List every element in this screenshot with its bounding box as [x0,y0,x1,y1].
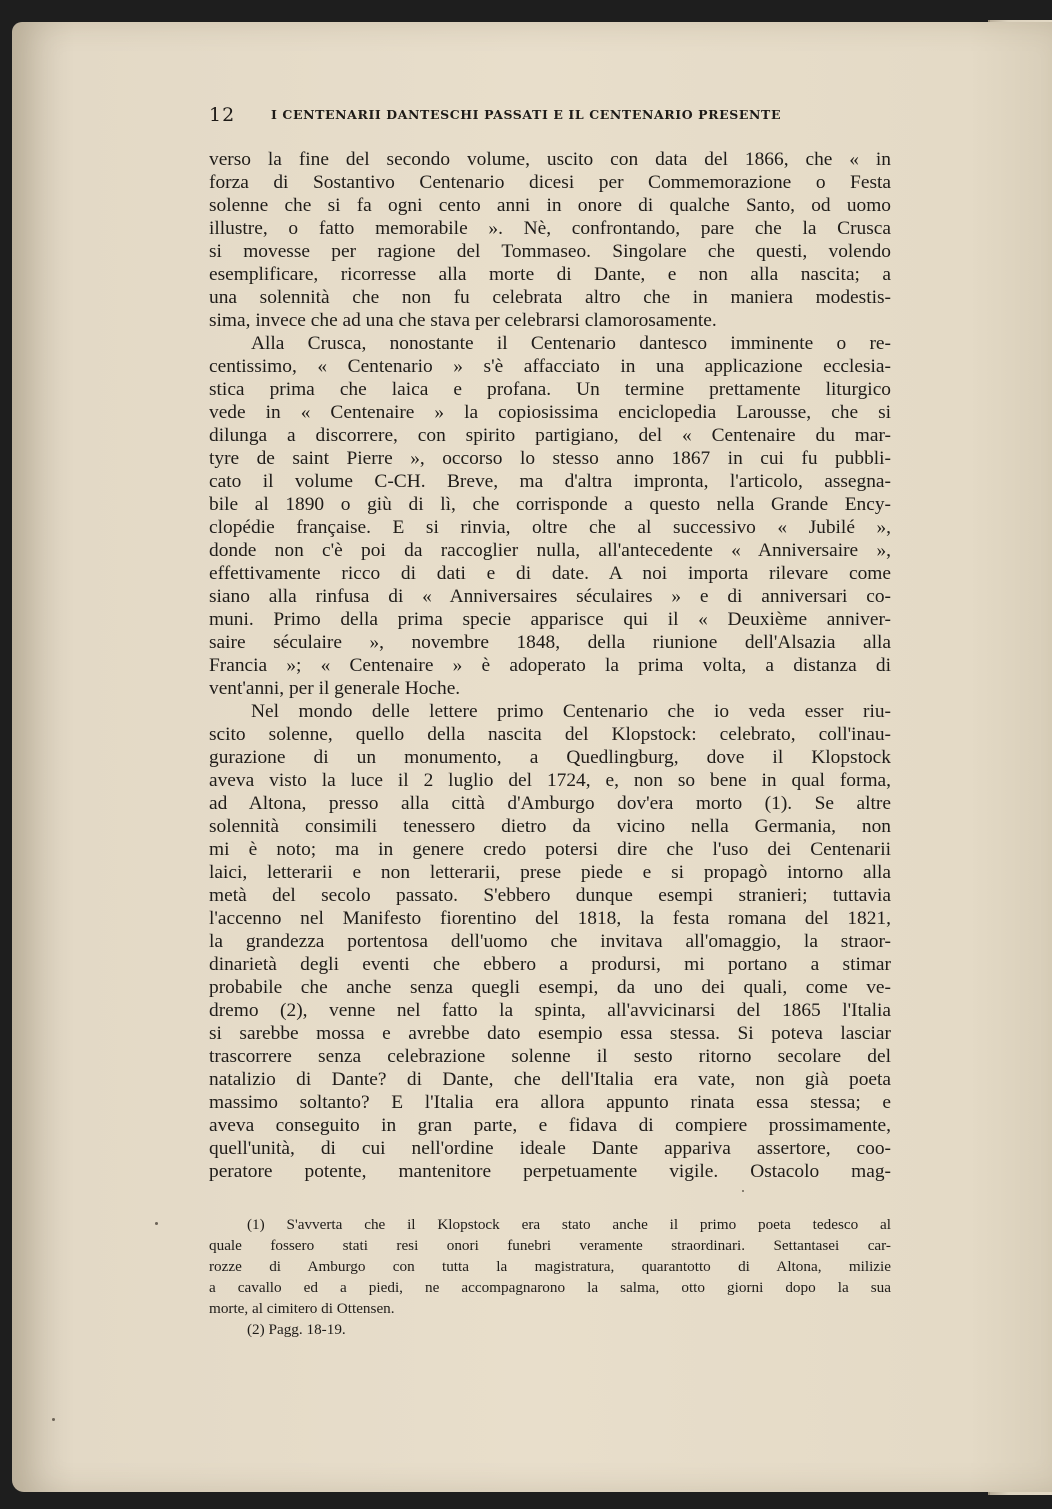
text-line: Francia »; « Centenaire » è adoperato la prima volta, a distanza di [209,655,891,676]
text-line: quell'unità, di cui nell'ordine ideale Dante appariva assertore, coo- [209,1138,891,1159]
text-line: peratore potente, mantenitore perpetuamente vigile. Ostacolo mag- [209,1161,891,1182]
text-line: stica prima che laica e profana. Un termine prettamente liturgico [209,379,891,400]
text-line: donde non c'è poi da raccoglier nulla, all'antecedente « Anniversaire », [209,540,891,561]
text-line: Nel mondo delle lettere primo Centenario che io veda esser riu- [251,701,891,722]
text-line: natalizio di Dante? di Dante, che dell'Italia era vate, non già poeta [209,1069,891,1090]
text-line: laici, letterarii e non letterarii, prese piede e si propagò intorno alla [209,862,891,883]
text-line: verso la fine del secondo volume, uscito con data del 1866, che « in [209,149,891,170]
text-line: vent'anni, per il generale Hoche. [209,678,461,699]
body-text [209,148,891,1183]
text-line: esemplificare, ricorresse alla morte di Dante, e non alla nascita; a [209,264,891,285]
text-line: Alla Crusca, nonostante il Centenario dantesco imminente o re- [251,333,891,354]
text-line: una solennità che non fu celebrata altro che in maniera modestis- [209,287,891,308]
text-line: bile al 1890 o giù di lì, che corrisponde a questo nella Grande Ency- [209,494,891,515]
text-line: solennità consimili tenessero dietro da vicino nella Germania, non [209,816,891,837]
text-line: si movesse per ragione del Tommaseo. Singolare che questi, volendo [209,241,891,262]
text-line: trascorrere senza celebrazione solenne il sesto ritorno secolare del [209,1046,891,1067]
footnote-line: (1) S'avverta che il Klopstock era stato anche il primo poeta tedesco al [247,1216,891,1233]
text-line: l'accenno nel Manifesto fiorentino del 1818, la festa romana del 1821, [209,908,891,929]
text-line: dilunga a discorrere, con spirito partigiano, del « Centenaire du mar- [209,425,891,446]
text-line: aveva conseguito in gran parte, e fidava di compiere prossimamente, [209,1115,891,1136]
footnote-line: (2) Pagg. 18-19. [247,1321,346,1338]
text-line: sima, invece che ad una che stava per celebrarsi clamorosamente. [209,310,717,331]
text-line: probabile che anche senza quegli esempi, da uno dei quali, come ve- [209,977,891,998]
text-line: solenne che si fa ogni cento anni in onore di qualche Santo, od uomo [209,195,891,216]
paper-speck [155,1222,158,1225]
text-line: si sarebbe mossa e avrebbe dato esempio essa stessa. Si poteva lasciar [209,1023,891,1044]
text-line: dremo (2), venne nel fatto la spinta, all'avvicinarsi del 1865 l'Italia [209,1000,891,1021]
footnote-line: rozze di Amburgo con tutta la magistratura, quarantotto di Altona, milizie [209,1258,891,1275]
text-line: tyre de saint Pierre », occorso lo stesso anno 1867 in cui fu pubbli- [209,448,891,469]
text-line: clopédie française. E si rinvia, oltre che al successivo « Jubilé », [209,517,891,538]
text-line: gurazione di un monumento, a Quedlingburg, dove il Klopstock [209,747,891,768]
text-line: effettivamente ricco di dati e di date. A noi importa rilevare come [209,563,891,584]
footnote-line: morte, al cimitero di Ottensen. [209,1300,395,1317]
text-line: centissimo, « Centenario » s'è affacciato in una applicazione ecclesia- [209,356,891,377]
text-line: massimo soltanto? E l'Italia era allora appunto rinata essa stessa; e [209,1092,891,1113]
page-header [209,104,891,126]
text-line: forza di Sostantivo Centenario dicesi per Commemorazione o Festa [209,172,891,193]
paper-speck [742,1190,744,1192]
text-line: cato il volume C-CH. Breve, ma d'altra impronta, l'articolo, assegna- [209,471,891,492]
footnotes [209,1214,891,1340]
paper-speck [52,1418,55,1421]
page-number: 12 [209,104,236,126]
text-line: illustre, o fatto memorabile ». Nè, confrontando, pare che la Crusca [209,218,891,239]
text-line: mi è noto; ma in genere credo potersi dire che l'uso dei Centenarii [209,839,891,860]
text-line: siano alla rinfusa di « Anniversaires séculaires » e di anniversari co- [209,586,891,607]
text-line: muni. Primo della prima specie apparisce qui il « Deuxième anniver- [209,609,891,630]
text-line: dinarietà degli eventi che ebbero a prodursi, mi portano a stimar [209,954,891,975]
footnote-line: a cavallo ed a piedi, ne accompagnarono la salma, otto giorni dopo la sua [209,1279,891,1296]
text-line: la grandezza portentosa dell'uomo che invitava all'omaggio, la straor- [209,931,891,952]
text-line: vede in « Centenaire » la copiosissima enciclopedia Larousse, che si [209,402,891,423]
text-line: ad Altona, presso alla città d'Amburgo dov'era morto (1). Se altre [209,793,891,814]
text-line: metà del secolo passato. S'ebbero dunque esempi stranieri; tuttavia [209,885,891,906]
text-line: aveva visto la luce il 2 luglio del 1724, e, non so bene in qual forma, [209,770,891,791]
text-line: saire séculaire », novembre 1848, della riunione dell'Alsazia alla [209,632,891,653]
text-line: scito solenne, quello della nascita del Klopstock: celebrato, coll'inau- [209,724,891,745]
footnote-line: quale fossero stati resi onori funebri veramente straordinari. Settantasei car- [209,1237,891,1254]
running-title: I CENTENARII DANTESCHI PASSATI E IL CENTENARIO PRESENTE [271,107,782,122]
